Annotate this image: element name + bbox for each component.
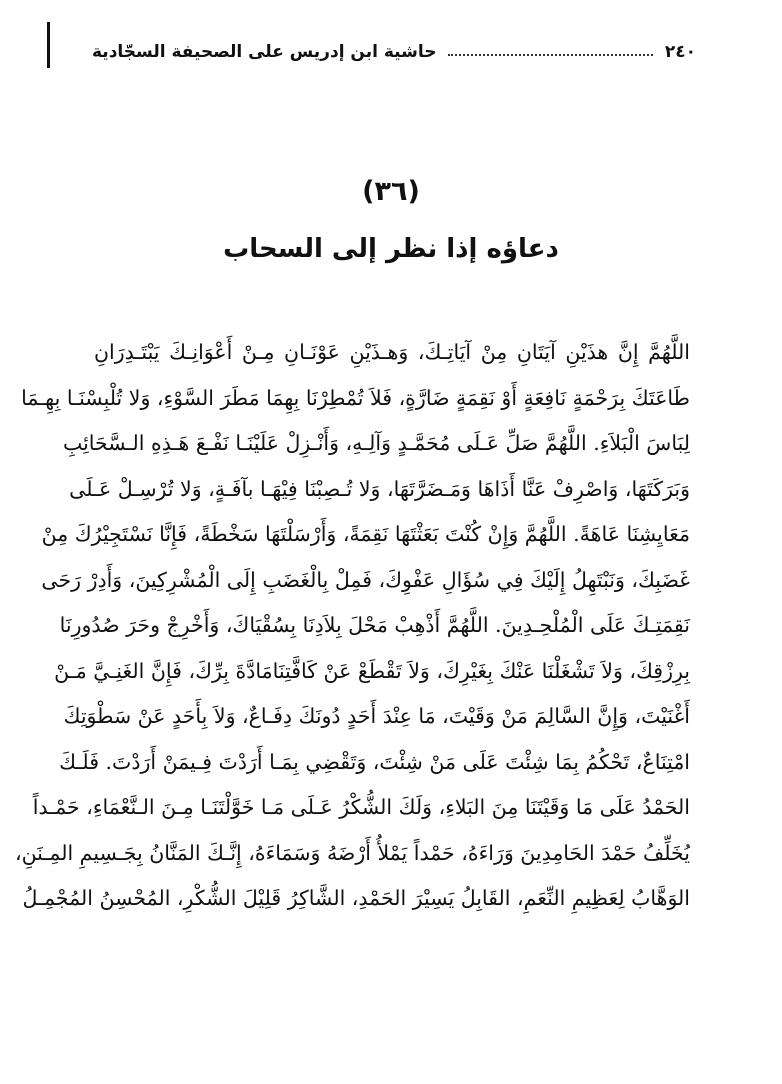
text-line: نَقِمَتِـكَ عَلَى الْمُلْحِـدِينَ. اللَّهُمَّ أَذْهِبْ مَحْلَ بِلاَدِنَا بِسُقْيَاكَ، وَأَخْرِجْ وحَرَ صُدُورِنَا [59,613,690,637]
text-line: غَضَبِكَ، وَنَبْتَهِلُ إِلَيْكَ فِي سُؤَالِ عَفْوِكَ، فَمِلْ بِالْغَضَبِ إِلَى الْمُشْرِكِينَ، وَأَدِرْ رَحَى [41,567,690,592]
text-line: يُخَلِّفُ حَمْدَ الحَامِدِينَ وَرَاءَهُ، حَمْداً يَمْلأُ أَرْضَهُ وَسَمَاءَهُ، إِنَّـكَ المَنَّانُ بِجَـسِيمِ المِـنَنِ، [14,840,690,865]
text-line: الحَمْدُ عَلَى مَا وَقَيْتَنَا مِنَ البَلاءِ، وَلَكَ الشُّكْرُ عَـلَى مَـا خَوَّلْتَنَـا مِـنَ الـنَّعْمَاءِ، حَمْـداً [32,795,690,819]
chapter-title: دعاؤه إذا نظر إلى السحاب [223,234,559,264]
text-line: اللَّهُمَّ إِنَّ هذَيْنِ آيَتَانِ مِنْ آيَاتِـكَ، وَهـذَيْنِ عَوْنَـانِ مِـنْ أَعْوَانِـكَ يَبْتَـدِرَانِ [94,340,690,364]
text-line: بِرِزْقِكَ، وَلاَ تَشْغَلْنَا عَنْكَ بِغَيْرِكَ، وَلاَ تَقْطَعْ عَنْ كَافَّتِنَامَادَّةَ بِرِّكَ، فَإِنَّ الغَنِـيَّ مَـنْ [54,658,690,683]
text-line: طَاعَتَكَ بِرَحْمَةٍ نَافِعَةٍ أَوْ نَقِمَةٍ ضَارَّةٍ، فَلاَ تُمْطِرْنَا بِهِمَا مَطَرَ السَّوْءِ، وَلا تُلْبِسْنَـا بِهِـمَا [21,385,690,410]
running-title: حاشية ابن إدريس على الصحيفة السجّادية [92,42,437,62]
text-line: لِبَاسَ الْبَلاَءِ. اللَّهُمَّ صَلِّ عَـلَى مُحَمَّـدٍ وَآلِـهِ، وَأَنْـزِلْ عَلَيْنَـا نَفْـعَ هَـذِهِ الـسَّحَائِبِ [62,431,690,455]
running-header [92,38,696,66]
supplication-text [14,330,690,922]
text-line: أَغْنَيْتَ، وَإِنَّ السَّالِمَ مَنْ وَقَيْتَ، مَا عِنْدَ أَحَدٍ دُونَكَ دِفَـاعٌ، وَلاَ بِأَحَدٍ عَنْ سَطْوَتِكَ [63,704,690,728]
text-line: امْتِنَاعٌ، تَحْكُمُ بِمَا شِئْتَ عَلَى مَنْ شِئْتَ، وَتَقْضِي بِمَـا أَرَدْتَ فِـيمَنْ أَرَدْتَ. فَلَـكَ [59,749,690,774]
text-line: وَبَرَكَتَهَا، وَاصْرِفْ عَنَّا أَذَاهَا وَمَـضَرَّتَهَا، وَلا تُـصِبْنَا فِيْهَـا بآفَـةٍ، وَلا تُرْسِـلْ عَـلَى [69,476,690,501]
text-line: الوَهَّابُ لِعَظِيمِ النِّعَمِ، القَابِلُ يَسِيْرَ الحَمْدِ، الشَّاكِرُ قَلِيْلَ الشُّكْرِ، المُحْسِنُ المُجْمِـلُ [22,886,690,910]
header-leader-dots [448,54,652,56]
text-line: مَعَايِشِنَا عَاهَةً. اللَّهُمَّ وَإِنْ كُنْتَ بَعَثْتَهَا نَقِمَةً، وَأَرْسَلْتَهَا سَخْطَةً، فَإِنَّا نَسْتَجِيْرُكَ مِنْ [41,522,690,546]
page-number: ٢٤٠ [664,42,696,62]
chapter-number: (٣٦) [362,176,420,207]
margin-rule [47,22,50,68]
